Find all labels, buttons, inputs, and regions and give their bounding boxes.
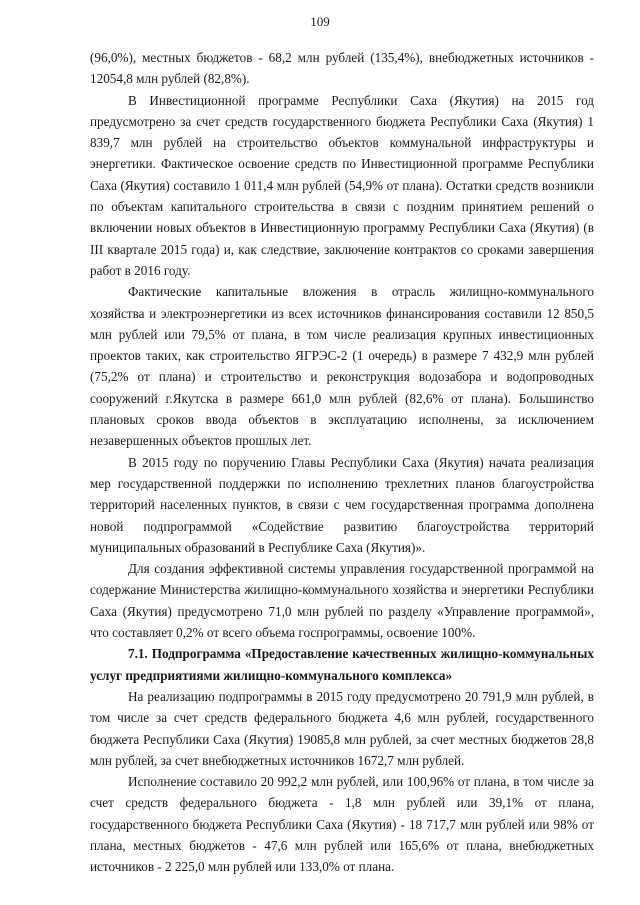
paragraph-investment-program: В Инвестиционной программе Республики Саха (Якутия) на 2015 год предусмотрено за счет средств государственного бюджета Республики Саха (Якутия) 1 839,7 млн рублей на строительство объектов коммунальной инфраструктуры и энергетики. Фактическое освоение средств по Инвестиционной программе Республики Саха (Якутия) составило 1 011,4 млн рублей (54,9% от плана). Остатки средств возникли по объектам капитального строительства в связи с поздним принятием решений о включении новых объектов в Инвестиционную программу Республики Саха (Якутия) (в III квартале 2015 года) и, как следствие, заключение контрактов со сроками завершения работ в 2016 году. [90, 92, 594, 278]
paragraph-capital-investments: Фактические капитальные вложения в отрасль жилищно-коммунального хозяйства и электроэнергетики из всех источников финансирования составили 12 850,5 млн рублей или 79,5% от плана, в том числе реализация крупных инвестиционных проектов таких, как строительство ЯГРЭС-2 (1 очередь) в размере 7 432,9 млн рублей (75,2% от плана) и строительство и реконструкция водозабора и водопроводных сооружений г.Якутска в размере 661,0 млн рублей (82,6% от плана). Большинство плановых сроков ввода объектов в эксплуатацию исполнены, за исключением незавершенных объектов прошлых лет. [90, 284, 594, 449]
paragraph-subprogram-funding: На реализацию подпрограммы в 2015 году предусмотрено 20 791,9 млн рублей, в том числе за счет средств федерального бюджета 4,6 млн рублей, государственного бюджета Республики Саха (Якутия) 19085,8 млн рублей, за счет местных бюджетов 28,8 млн рублей, за счет внебюджетных источников 1672,7 млн рублей. [90, 688, 594, 768]
paragraph-subprogram-execution: Исполнение составило 20 992,2 млн рублей, или 100,96% от плана, в том числе за счет средств федерального бюджета - 1,8 млн рублей или 39,1% от плана, государственного бюджета Республики Саха (Якутия) - 18 717,7 млн рублей или 98% от плана, местных бюджетов - 47,6 млн рублей или 165,6% от плана, внебюджетных источников - 2 225,0 млн рублей или 133,0% от плана. [90, 774, 594, 875]
paragraph-continuation: (96,0%), местных бюджетов - 68,2 млн рублей (135,4%), внебюджетных источников - 12054,8 млн рублей (82,8%). [90, 50, 594, 87]
paragraph-landscaping-support: В 2015 году по поручению Главы Республики Саха (Якутия) начата реализация мер государственной поддержки по исполнению трехлетних планов благоустройства территорий населенных пунктов, в связи с чем государственная программа дополнена новой подпрограммой «Содействие развитию благоустройства территорий муниципальных образований в Республике Саха (Якутия)». [90, 454, 594, 555]
document-body [90, 47, 594, 878]
subprogram-heading: 7.1. Подпрограмма «Предоставление качественных жилищно-коммунальных услуг предприятиями жилищно-коммунального комплекса» [90, 646, 594, 683]
page-number: 109 [310, 14, 330, 29]
paragraph-program-management: Для создания эффективной системы управления государственной программой на содержание Министерства жилищно-коммунального хозяйства и энергетики Республики Саха (Якутия) предусмотрено 71,0 млн рублей по разделу «Управление программой», что составляет 0,2% от всего объема госпрограммы, освоение 100%. [90, 561, 594, 641]
